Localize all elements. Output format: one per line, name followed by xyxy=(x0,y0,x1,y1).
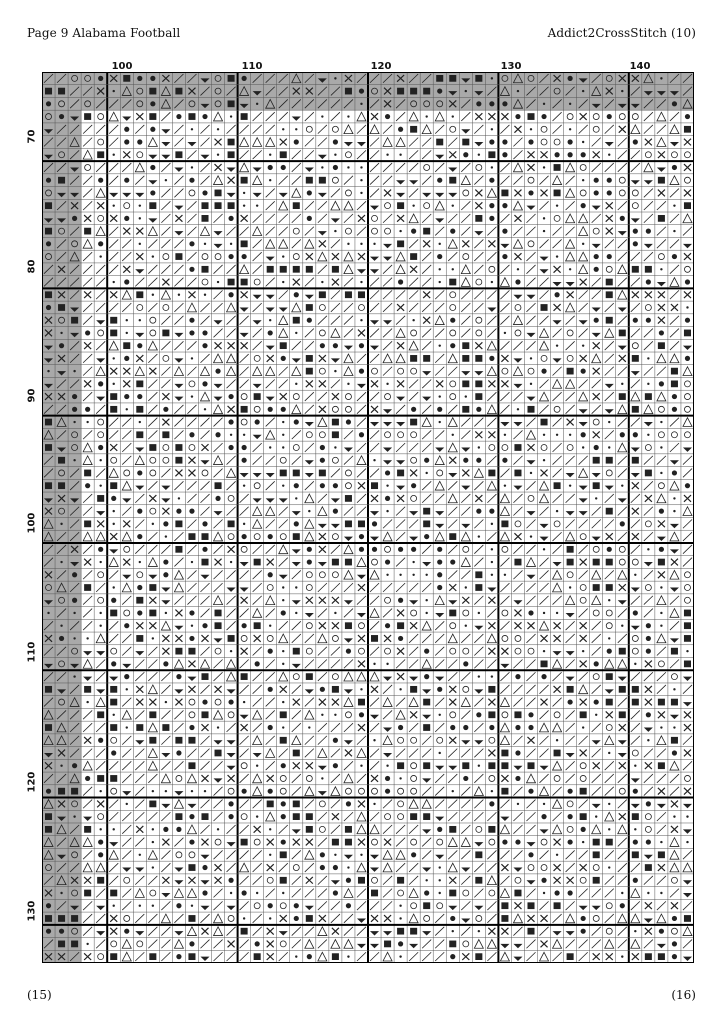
row-label-130: 130 xyxy=(26,900,38,922)
page-header-brand: Addict2CrossStitch (10) xyxy=(547,26,696,40)
row-label-100: 100 xyxy=(26,512,38,534)
column-label-140: 140 xyxy=(629,61,651,72)
column-label-120: 120 xyxy=(370,61,392,72)
cross-stitch-pattern-grid xyxy=(42,72,694,963)
footer-page-right: (16) xyxy=(671,988,696,1002)
column-label-110: 110 xyxy=(241,61,263,72)
row-label-80: 80 xyxy=(26,259,38,274)
row-label-70: 70 xyxy=(26,129,38,144)
column-label-100: 100 xyxy=(111,61,133,72)
row-label-120: 120 xyxy=(26,771,38,793)
page-header-title: Page 9 Alabama Football xyxy=(27,26,181,40)
footer-page-left: (15) xyxy=(27,988,52,1002)
column-label-130: 130 xyxy=(500,61,522,72)
row-label-110: 110 xyxy=(26,641,38,663)
row-label-90: 90 xyxy=(26,388,38,403)
